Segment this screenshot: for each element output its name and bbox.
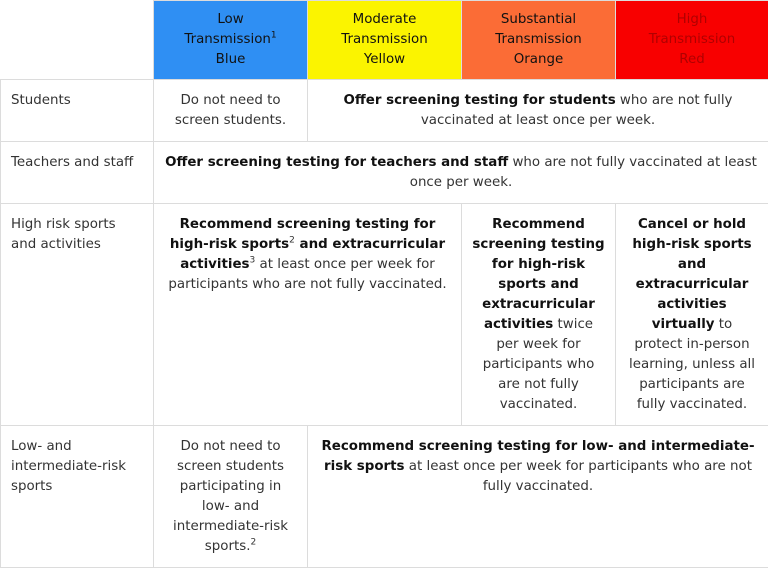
- footnote-marker: 1: [271, 31, 277, 41]
- header-moderate-transmission: Moderate Transmission Yellow: [308, 1, 462, 80]
- high-risk-high-cell: Cancel or hold high-risk sports and extracurricular activities virtually to protect in-person learning, unless all participants are fully vaccinated.: [616, 204, 768, 426]
- header-empty-cell: [1, 1, 154, 80]
- row-label: High risk sports and activities: [1, 204, 154, 426]
- low-risk-other-cell: Recommend screening testing for low- and intermediate-risk sports at least once per week for participants who are not fully vaccinated.: [308, 426, 768, 568]
- row-label: Students: [1, 80, 154, 142]
- table-row-high-risk: [1, 204, 768, 426]
- table-row-students: [1, 80, 768, 142]
- students-low-cell: Do not need to screen students.: [154, 80, 308, 142]
- header-row: [1, 1, 768, 80]
- high-risk-substantial-cell: Recommend screening testing for high-risk sports and extracurricular activities twice per week for participants who are not fully vaccinated.: [462, 204, 616, 426]
- row-label: Teachers and staff: [1, 142, 154, 204]
- teachers-all-cell: Offer screening testing for teachers and staff who are not fully vaccinated at least once per week.: [154, 142, 768, 204]
- high-risk-low-moderate-cell: Recommend screening testing for high-risk sports$^2$ and extracurricular activities$^3$ at least once per week for participants who are not fully vaccinated.: [154, 204, 462, 426]
- table-row-low-risk-sports: [1, 426, 768, 568]
- low-risk-low-cell: Do not need to screen students participating in low- and intermediate-risk sports.$^2$: [154, 426, 308, 568]
- header-low-transmission: Low Transmission$^1$ Blue: [154, 1, 308, 80]
- row-label: Low- and intermediate-risk sports: [1, 426, 154, 568]
- header-substantial-transmission: Substantial Transmission Orange: [462, 1, 616, 80]
- students-other-cell: Offer screening testing for students who are not fully vaccinated at least once per week.: [308, 80, 768, 142]
- header-high-transmission: High Transmission Red: [616, 1, 768, 80]
- table-row-teachers: [1, 142, 768, 204]
